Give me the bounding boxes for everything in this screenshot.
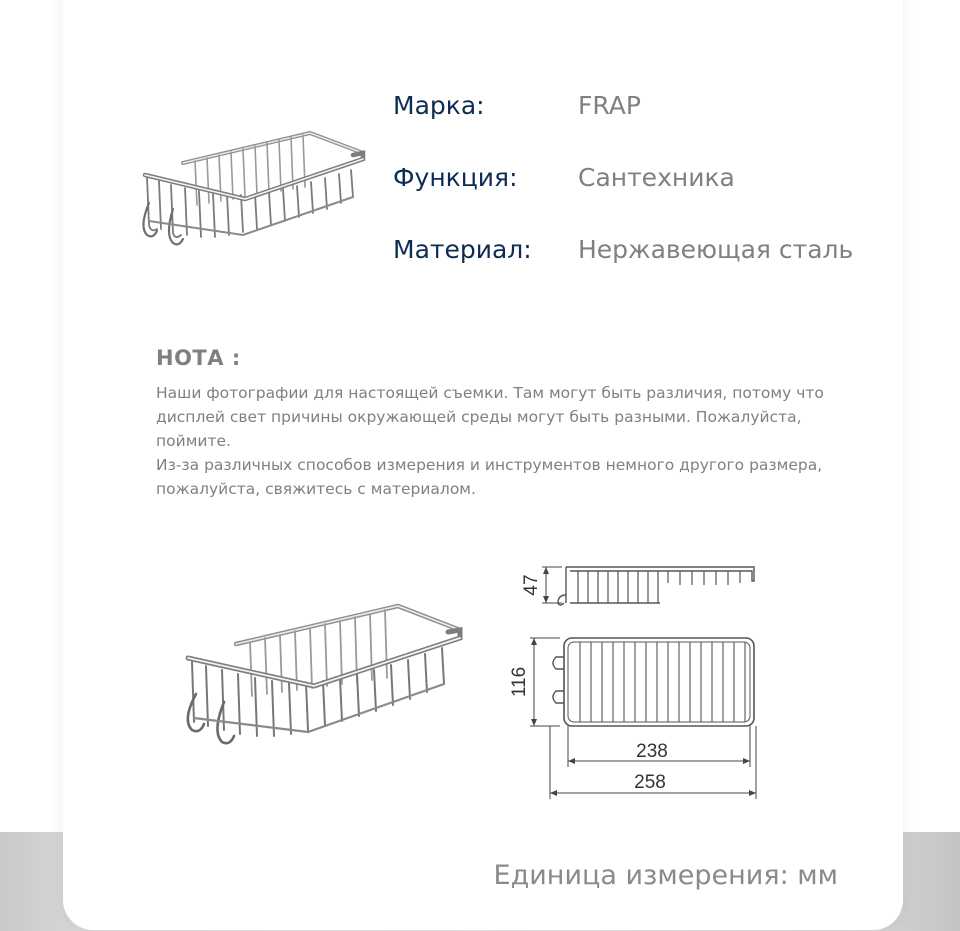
dimension-inner-width-label: 238: [636, 741, 668, 762]
note-paragraph-2: Из-за различных способов измерения и инструментов немного другого размера, пожалуйста, свяжитесь с материалом.: [156, 456, 823, 498]
brand-value: FRAP: [578, 91, 641, 120]
product-photo-small: [135, 125, 370, 255]
material-value: Нержавеющая сталь: [578, 235, 854, 264]
note-paragraph-1: Наши фотографии для настоящей съемки. Там могут быть различия, потому что дисплей свет причины окружающей среды могут быть разными. Пожалуйста, поймите.: [156, 384, 824, 450]
note-title: НОТА :: [156, 346, 241, 370]
dimension-height-label: 47: [521, 574, 542, 596]
function-label: Функция:: [393, 163, 518, 192]
note-text: [156, 381, 836, 501]
dimension-depth-label: 116: [509, 666, 530, 698]
material-label: Материал:: [393, 235, 532, 264]
function-value: Сантехника: [578, 163, 735, 192]
product-photo-large: [178, 598, 468, 758]
unit-label: Единица измерения: мм: [493, 860, 838, 891]
technical-drawing: [500, 555, 770, 805]
dimension-outer-width-label: 258: [634, 772, 666, 793]
brand-label: Марка:: [393, 91, 485, 120]
